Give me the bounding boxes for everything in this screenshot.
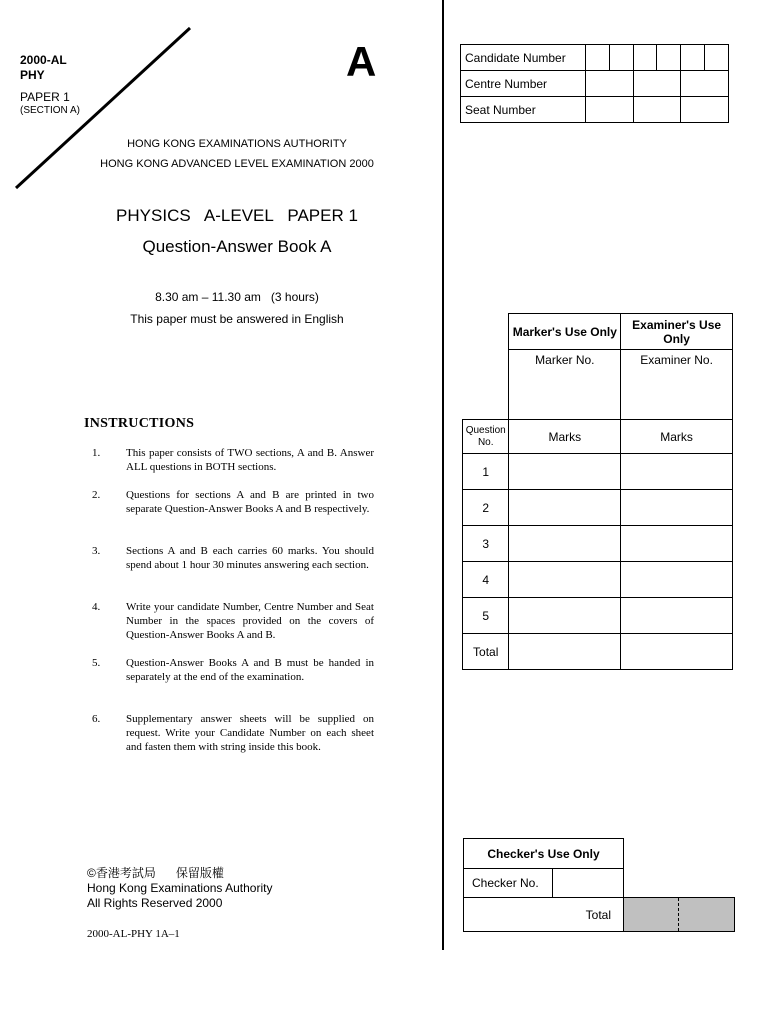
candidate-number-box[interactable] bbox=[633, 45, 657, 71]
examiner-mark-cell[interactable] bbox=[621, 454, 733, 490]
seat-number-box[interactable] bbox=[681, 97, 729, 123]
examiner-mark-cell[interactable] bbox=[621, 490, 733, 526]
instruction-text: Question-Answer Books A and B must be handed in separately at the end of the examination. bbox=[126, 657, 374, 683]
instruction-number: 4. bbox=[92, 601, 101, 613]
checker-total-split bbox=[624, 898, 679, 931]
copyright-rights: All Rights Reserved 2000 bbox=[87, 896, 223, 910]
checker-use-header: Checker's Use Only bbox=[464, 839, 624, 869]
paper-title: PHYSICS A-LEVEL PAPER 1 bbox=[116, 206, 358, 225]
paper-code-line2: PHY bbox=[20, 68, 45, 82]
examiner-total-cell[interactable] bbox=[621, 634, 733, 670]
centre-number-label: Centre Number bbox=[461, 71, 586, 97]
candidate-number-label: Candidate Number bbox=[461, 45, 586, 71]
paper-code bbox=[20, 53, 67, 83]
candidate-number-box[interactable] bbox=[586, 45, 610, 71]
marker-marks-header: Marks bbox=[509, 420, 621, 454]
marker-mark-cell[interactable] bbox=[509, 526, 621, 562]
examiner-mark-cell[interactable] bbox=[621, 562, 733, 598]
checker-total-label: Total bbox=[464, 898, 624, 932]
centre-number-box[interactable] bbox=[633, 71, 681, 97]
instruction-text: Supplementary answer sheets will be supplied on request. Write your Candidate Number on each sheet and fasten them with string inside this book. bbox=[126, 713, 374, 753]
checker-table bbox=[463, 838, 735, 932]
marker-mark-cell[interactable] bbox=[509, 490, 621, 526]
instruction-item bbox=[92, 446, 374, 474]
instruction-item bbox=[92, 712, 374, 754]
examiner-mark-cell[interactable] bbox=[621, 598, 733, 634]
language-note: This paper must be answered in English bbox=[130, 312, 344, 326]
total-label: Total bbox=[463, 634, 509, 670]
instruction-number: 3. bbox=[92, 545, 101, 557]
paper-label: PAPER 1 bbox=[20, 90, 70, 104]
instruction-text: Sections A and B each carries 60 marks. You should spend about 1 hour 30 minutes answering each section. bbox=[126, 545, 374, 571]
examiner-no-cell[interactable]: Examiner No. bbox=[621, 350, 733, 420]
exam-time: 8.30 am – 11.30 am (3 hours) bbox=[155, 290, 319, 304]
question-number: 1 bbox=[463, 454, 509, 490]
examiner-marks-header: Marks bbox=[621, 420, 733, 454]
centre-number-box[interactable] bbox=[681, 71, 729, 97]
book-subtitle: Question-Answer Book A bbox=[142, 237, 332, 256]
centre-number-box[interactable] bbox=[586, 71, 634, 97]
footer-page-code: 2000-AL-PHY 1A–1 bbox=[87, 928, 180, 940]
candidate-number-box[interactable] bbox=[705, 45, 729, 71]
marker-use-header: Marker's Use Only bbox=[509, 314, 621, 350]
instruction-number: 1. bbox=[92, 447, 101, 459]
exam-name: HONG KONG ADVANCED LEVEL EXAMINATION 2000 bbox=[100, 158, 374, 170]
instruction-item bbox=[92, 656, 374, 684]
copyright-block bbox=[87, 866, 272, 911]
instruction-item bbox=[92, 600, 374, 642]
copyright-chinese: ©香港考試局 保留版權 bbox=[87, 866, 224, 880]
seat-number-label: Seat Number bbox=[461, 97, 586, 123]
instruction-number: 5. bbox=[92, 657, 101, 669]
instruction-item bbox=[92, 488, 374, 516]
checker-no-cell[interactable] bbox=[553, 869, 624, 898]
question-no-header: Question No. bbox=[463, 420, 509, 454]
marks-table bbox=[462, 313, 733, 670]
marker-no-cell[interactable]: Marker No. bbox=[509, 350, 621, 420]
seat-number-box[interactable] bbox=[586, 97, 634, 123]
question-number: 5 bbox=[463, 598, 509, 634]
instruction-number: 2. bbox=[92, 489, 101, 501]
instruction-text: Write your candidate Number, Centre Number and Seat Number in the spaces provided on the covers of Question-Answer Books A and B. bbox=[126, 601, 374, 641]
candidate-number-box[interactable] bbox=[681, 45, 705, 71]
instruction-item bbox=[92, 544, 374, 572]
question-number: 4 bbox=[463, 562, 509, 598]
marker-mark-cell[interactable] bbox=[509, 454, 621, 490]
instruction-number: 6. bbox=[92, 713, 101, 725]
candidate-number-box[interactable] bbox=[657, 45, 681, 71]
instructions-heading: INSTRUCTIONS bbox=[84, 416, 195, 431]
checker-total-cell[interactable] bbox=[624, 898, 735, 932]
marker-total-cell[interactable] bbox=[509, 634, 621, 670]
seat-number-box[interactable] bbox=[633, 97, 681, 123]
examiner-use-header: Examiner's Use Only bbox=[621, 314, 733, 350]
authority-name: HONG KONG EXAMINATIONS AUTHORITY bbox=[127, 138, 347, 150]
section-label: (SECTION A) bbox=[20, 105, 81, 116]
instruction-text: This paper consists of TWO sections, A and B. Answer ALL questions in BOTH sections. bbox=[126, 447, 374, 473]
question-number: 3 bbox=[463, 526, 509, 562]
candidate-number-box[interactable] bbox=[609, 45, 633, 71]
marker-mark-cell[interactable] bbox=[509, 598, 621, 634]
candidate-info-table bbox=[460, 44, 729, 123]
instruction-text: Questions for sections A and B are printed in two separate Question-Answer Books A and B respectively. bbox=[126, 489, 374, 515]
marker-mark-cell[interactable] bbox=[509, 562, 621, 598]
checker-no-label: Checker No. bbox=[464, 869, 553, 898]
examiner-mark-cell[interactable] bbox=[621, 526, 733, 562]
paper-code-line1: 2000-AL bbox=[20, 53, 67, 67]
question-number: 2 bbox=[463, 490, 509, 526]
copyright-org: Hong Kong Examinations Authority bbox=[87, 881, 273, 895]
book-letter: A bbox=[346, 38, 377, 85]
